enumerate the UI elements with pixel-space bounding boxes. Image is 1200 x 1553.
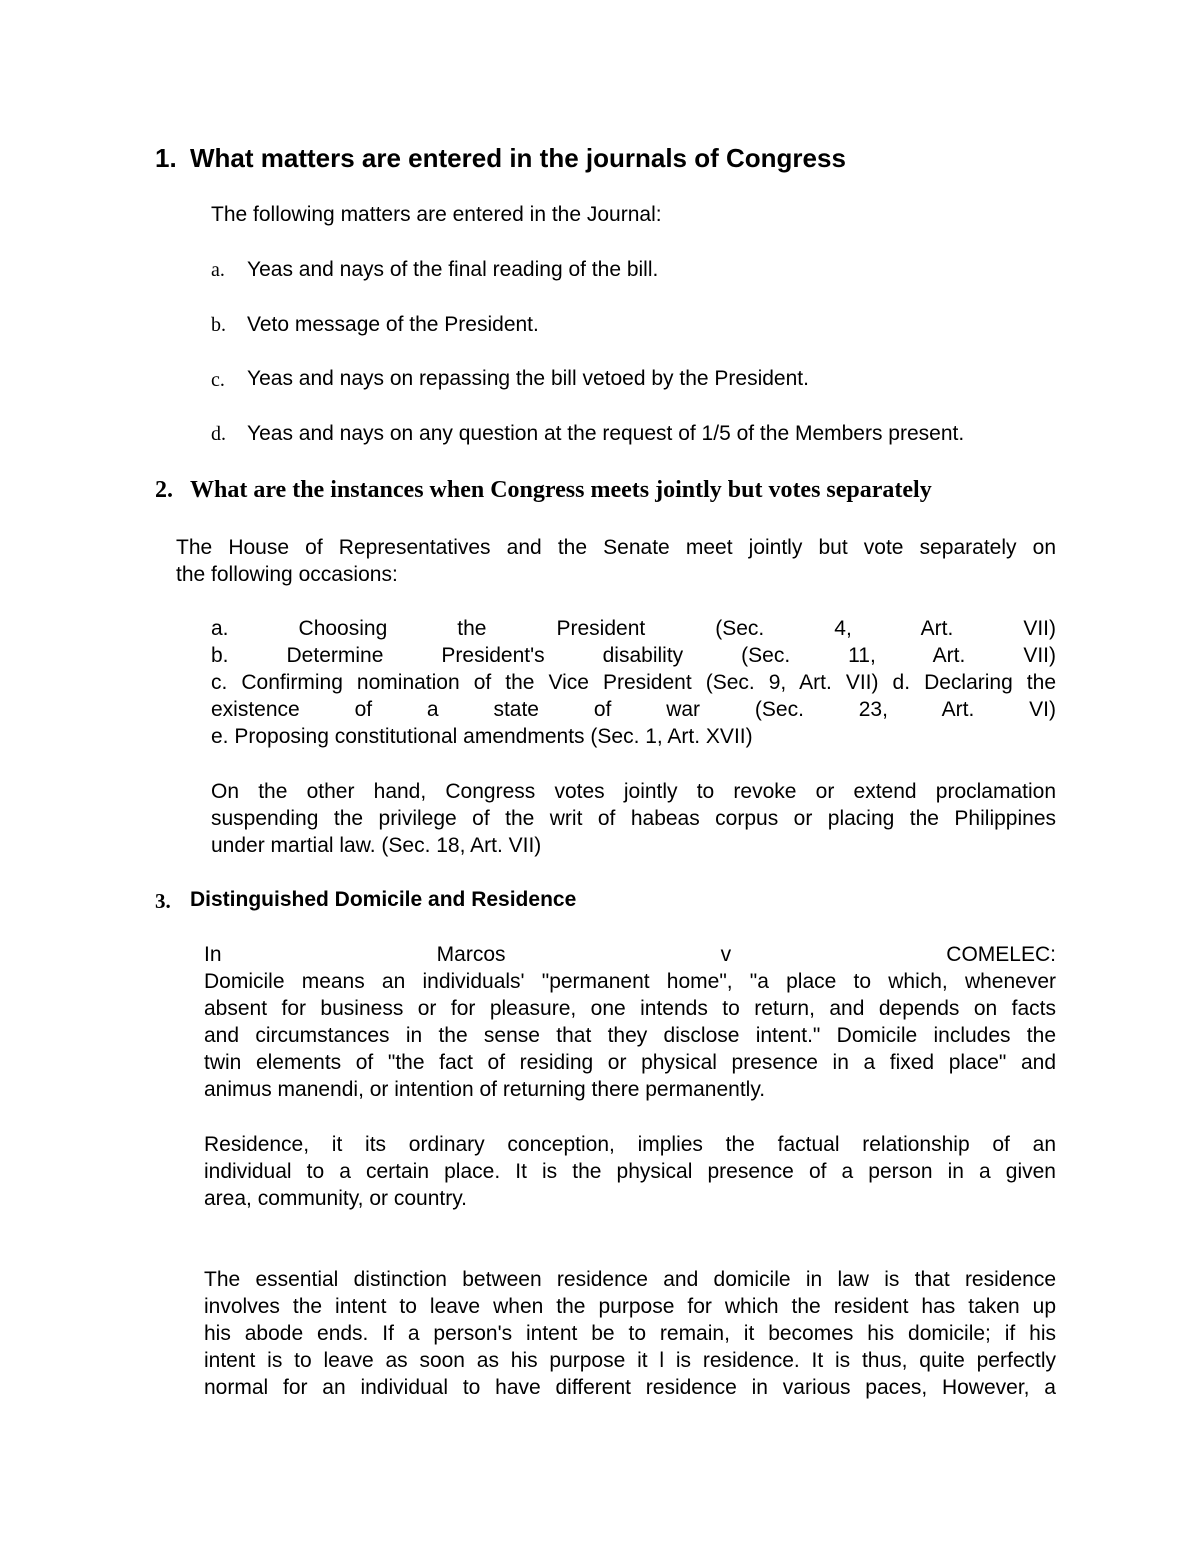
item-letter: d. [211, 423, 226, 445]
text-line: twin elements of "the fact of residing or physical presence in a fixed place" and [204, 1051, 1056, 1074]
q3-number: 3. [155, 889, 171, 913]
text-line: under martial law. (Sec. 18, Art. VII) [211, 834, 542, 857]
q1-number: 1. [155, 143, 177, 173]
q1-title: What matters are entered in the journals of Congress [190, 143, 846, 173]
text-line: suspending the privilege of the writ of habeas corpus or placing the Philippines [211, 807, 1056, 830]
text-line: c. Confirming nomination of the Vice President (Sec. 9, Art. VII) d. Declaring the [211, 671, 1056, 694]
text-line: area, community, or country. [204, 1187, 467, 1210]
text-line: The House of Representatives and the Senate meet jointly but vote separately on [176, 536, 1056, 559]
text-line: The essential distinction between residence and domicile in law is that residence [204, 1268, 1056, 1291]
text-line: Domicile means an individuals' "permanent home", "a place to which, whenever [204, 970, 1056, 993]
text-line: involves the intent to leave when the purpose for which the resident has taken up [204, 1295, 1056, 1318]
q2-number: 2. [155, 477, 173, 503]
item-text: Yeas and nays of the final reading of the bill. [247, 258, 659, 281]
text-line: the following occasions: [176, 563, 398, 586]
q3-title: Distinguished Domicile and Residence [190, 888, 577, 911]
text-line: Residence, it its ordinary conception, implies the factual relationship of an [204, 1133, 1056, 1156]
q1-intro: The following matters are entered in the Journal: [211, 203, 662, 226]
text-line: individual to a certain place. It is the physical presence of a person in a given [204, 1160, 1056, 1183]
q2-other-hand-paragraph [211, 778, 1056, 859]
item-letter: c. [211, 369, 225, 391]
q3-residence-paragraph [204, 1131, 1056, 1212]
q2-intro-paragraph [176, 534, 1056, 588]
text-line: b. Determine President's disability (Sec. 11, Art. VII) [211, 644, 1056, 667]
q3-distinction-paragraph [204, 1266, 1056, 1401]
item-text: Yeas and nays on any question at the request of 1/5 of the Members present. [247, 422, 965, 445]
q3-marcos-paragraph [204, 941, 1056, 1103]
text-line: normal for an individual to have different residence in various paces, However, a [204, 1376, 1056, 1399]
text-line: his abode ends. If a person's intent be to remain, it becomes his domicile; if his [204, 1322, 1056, 1345]
q2-occasions-list [211, 615, 1056, 750]
text-line: intent is to leave as soon as his purpose it l is residence. It is thus, quite perfectly [204, 1349, 1056, 1372]
item-letter: b. [211, 314, 226, 336]
text-line: and circumstances in the sense that they disclose intent." Domicile includes the [204, 1024, 1056, 1047]
text-line: existence of a state of war (Sec. 23, Art. VI) [211, 698, 1056, 721]
text-line: On the other hand, Congress votes jointly to revoke or extend proclamation [211, 780, 1056, 803]
text-line: a. Choosing the President (Sec. 4, Art. VII) [211, 617, 1056, 640]
item-text: Veto message of the President. [247, 313, 539, 336]
q2-title: What are the instances when Congress meets jointly but votes separately [190, 477, 932, 503]
text-line: e. Proposing constitutional amendments (Sec. 1, Art. XVII) [211, 725, 753, 748]
item-text: Yeas and nays on repassing the bill vetoed by the President. [247, 367, 809, 390]
item-letter: a. [211, 259, 225, 281]
text-line: absent for business or for pleasure, one intends to return, and depends on facts [204, 997, 1056, 1020]
text-line: animus manendi, or intention of returning there permanently. [204, 1078, 766, 1101]
text-line: In Marcos v COMELEC: [204, 943, 1056, 966]
